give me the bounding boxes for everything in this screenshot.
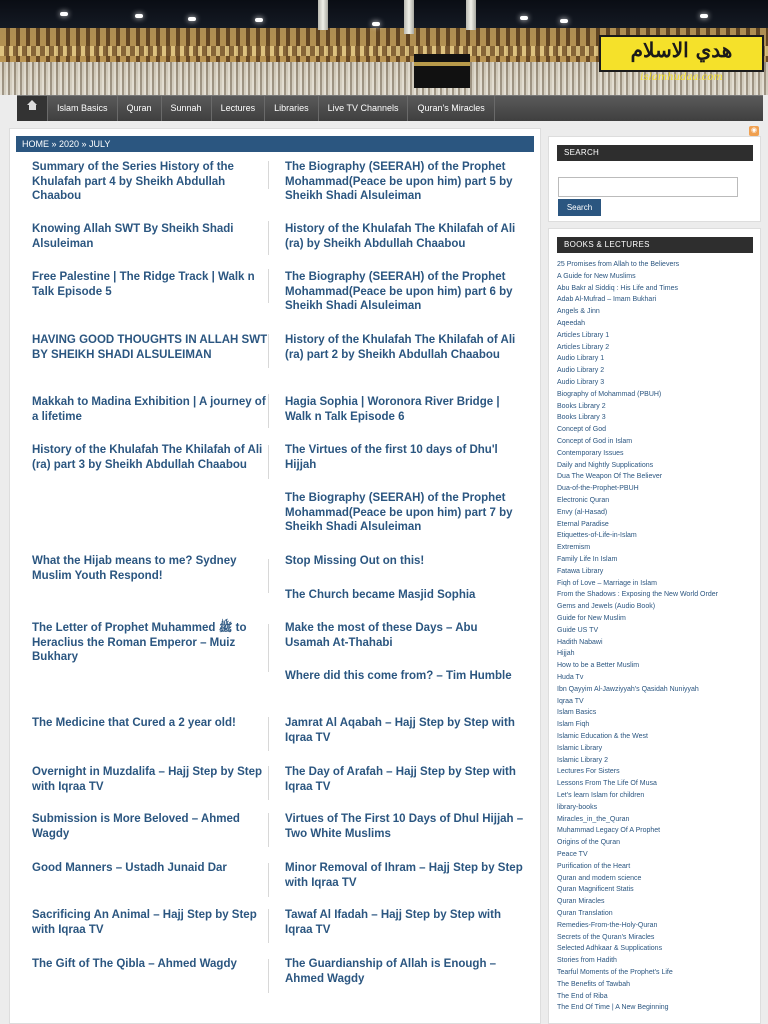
book-link[interactable]: Books Library 2 [557, 402, 606, 410]
book-link[interactable]: Eternal Paradise [557, 520, 609, 528]
book-link[interactable]: Let's learn Islam for children [557, 792, 645, 799]
book-link[interactable]: Extremism [557, 544, 591, 552]
post-link[interactable]: Jamrat Al Aqabah – Hajj Step by Step with Iqraa TV [285, 717, 515, 744]
book-link[interactable]: Quran Translation [557, 910, 613, 917]
nav-qurans-miracles[interactable]: Quran's Miracles [408, 96, 494, 121]
book-link[interactable]: Books Library 3 [557, 414, 606, 422]
post-link[interactable]: Stop Missing Out on this! [285, 555, 425, 567]
nav-live-tv-channels[interactable]: Live TV Channels [319, 96, 409, 121]
book-link[interactable]: Miracles_in_the_Quran [557, 815, 630, 823]
nav-sunnah[interactable]: Sunnah [162, 96, 212, 121]
search-widget [548, 136, 761, 222]
column-divider [268, 161, 269, 189]
floodlight [135, 14, 143, 18]
book-link[interactable]: Angels & Jinn [557, 308, 600, 316]
book-link[interactable]: Dua-of-the-Prophet-PBUH [557, 485, 639, 493]
post-link[interactable]: Overnight in Muzdalifa – Hajj Step by Step with Iqraa TV [32, 766, 263, 793]
search-input[interactable] [558, 177, 738, 197]
book-link[interactable]: Etiquettes-of-Life-in-Islam [557, 532, 637, 540]
post-link[interactable]: The Letter of Prophet Muhammed ﷺ to Heraclius the Roman Emperor – Muiz Bukhary [32, 622, 247, 663]
book-link[interactable]: A Guide for New Muslims [557, 272, 636, 280]
post-link[interactable]: Good Manners – Ustadh Junaid Dar [32, 862, 227, 874]
column-divider [268, 863, 269, 897]
post-link[interactable]: The Virtues of the first 10 days of Dhu'l Hijjah [285, 444, 498, 471]
column-divider [268, 559, 269, 593]
rss-icon[interactable]: ◉ [750, 127, 758, 134]
book-link[interactable]: Envy (al-Hasad) [557, 508, 608, 516]
column-divider [268, 909, 269, 943]
post-link[interactable]: Makkah to Madina Exhibition | A journey of a lifetime [32, 396, 266, 423]
post-link[interactable]: History of the Khulafah The Khilafah of Ali (ra) by Sheikh Abdullah Chaabou [285, 223, 516, 250]
nav-islam-basics[interactable]: Islam Basics [48, 96, 118, 121]
book-link[interactable]: Quran Magnificent Statis [557, 886, 634, 894]
post-link[interactable]: Free Palestine | The Ridge Track | Walk n Talk Episode 5 [32, 271, 255, 298]
book-link[interactable]: Electronic Quran [557, 497, 610, 504]
book-link[interactable]: Muhammad Legacy Of A Prophet [557, 827, 661, 835]
post-link[interactable]: Make the most of these Days – Abu Usamah At-Thahabi [285, 622, 478, 649]
post-link[interactable]: Knowing Allah SWT By Sheikh Shadi Alsuleiman [32, 223, 234, 250]
post-link[interactable]: The Biography (SEERAH) of the Prophet Mohammad(Peace be upon him) part 5 by Sheikh Shadi Alsuleiman [285, 161, 513, 202]
post-link[interactable]: History of the Khulafah The Khilafah of Ali (ra) part 2 by Sheikh Abdullah Chaabou [285, 334, 516, 361]
book-link[interactable]: Adab Al-Mufrad – Imam Bukhari [557, 296, 657, 304]
nav-libraries[interactable]: Libraries [265, 96, 319, 121]
book-link[interactable]: Gems and Jewels (Audio Book) [557, 603, 656, 611]
column-divider [268, 766, 269, 800]
book-link[interactable]: Hadith Nabawi [557, 638, 603, 646]
book-link[interactable]: Biography of Mohammad (PBUH) [557, 390, 662, 398]
post-link[interactable]: Where did this come from? – Tim Humble [285, 670, 512, 682]
book-link[interactable]: Huda Tv [557, 674, 584, 681]
book-link[interactable]: Quran Miracles [557, 898, 605, 906]
post-link[interactable]: Tawaf Al Ifadah – Hajj Step by Step with Iqraa TV [285, 909, 501, 936]
minaret [404, 0, 414, 34]
floodlight [560, 19, 568, 23]
book-link[interactable]: The End of Riba [557, 992, 608, 1000]
post-link[interactable]: Submission is More Beloved – Ahmed Wagdy [32, 813, 240, 840]
post-link[interactable]: Virtues of The First 10 Days of Dhul Hijjah – Two White Muslims [285, 813, 524, 840]
book-link[interactable]: Audio Library 3 [557, 379, 605, 386]
book-link[interactable]: Lectures For Sisters [557, 768, 620, 776]
book-link[interactable]: Articles Library 2 [557, 343, 610, 351]
book-link[interactable]: Ibn Qayyim Al-Jawziyyah's Qasidah Nuniyyah [557, 685, 699, 693]
book-link[interactable]: Concept of God in Islam [557, 438, 633, 445]
book-link[interactable]: Audio Library 1 [557, 355, 605, 363]
search-widget-title: SEARCH [557, 145, 753, 161]
main-content [9, 128, 541, 1024]
header-banner [0, 0, 768, 95]
post-link[interactable]: The Church became Masjid Sophia [285, 589, 476, 601]
column-divider [268, 959, 269, 993]
book-link[interactable]: Abu Bakr al Siddiq : His Life and Times [557, 284, 679, 292]
book-link[interactable]: Concept of God [557, 426, 607, 434]
nav-quran[interactable]: Quran [118, 96, 162, 121]
book-link[interactable]: Secrets of the Quran's Miracles [557, 933, 655, 941]
book-link[interactable]: Islamic Education & the West [557, 733, 648, 740]
book-link[interactable]: 25 Promises from Allah to the Believers [557, 261, 680, 268]
post-link[interactable]: History of the Khulafah The Khilafah of Ali (ra) part 3 by Sheikh Abdullah Chaabou [32, 444, 263, 471]
book-link[interactable]: Islam Fiqh [557, 721, 590, 729]
post-link[interactable]: Summary of the Series History of the Khulafah part 4 by Sheikh Abdullah Chaabou [32, 161, 234, 202]
floodlight [520, 16, 528, 20]
minaret [466, 0, 476, 30]
book-link[interactable]: library-books [557, 803, 598, 811]
logo-arabic-text: هدي الاسلام [630, 38, 733, 62]
post-link[interactable]: The Biography (SEERAH) of the Prophet Mohammad(Peace be upon him) part 6 by Sheikh Shadi Alsuleiman [285, 271, 513, 312]
books-lectures-widget [548, 228, 761, 1024]
floodlight [60, 12, 68, 16]
books-lectures-title: BOOKS & LECTURES [557, 237, 753, 253]
post-link[interactable]: The Guardianship of Allah is Enough – Ahmed Wagdy [285, 958, 497, 985]
column-divider [268, 445, 269, 479]
book-link[interactable]: Islamic Library 2 [557, 756, 608, 764]
nav-home-button[interactable] [17, 96, 48, 121]
breadcrumb[interactable]: HOME » 2020 » JULY [16, 136, 534, 152]
post-link[interactable]: The Day of Arafah – Hajj Step by Step with Iqraa TV [285, 766, 516, 793]
floodlight [255, 18, 263, 22]
book-link[interactable]: Family Life In Islam [557, 556, 618, 563]
post-link[interactable]: HAVING GOOD THOUGHTS IN ALLAH SWT BY SHEIKH SHADI ALSULEIMAN [32, 334, 268, 361]
book-link[interactable]: Fiqh of Love – Marriage in Islam [557, 579, 657, 587]
book-link[interactable]: Quran and modern science [557, 874, 642, 882]
book-link[interactable]: Tearful Moments of the Prophet's Life [557, 969, 673, 976]
book-link[interactable]: Remedies-From-the-Holy-Quran [557, 921, 658, 929]
book-link[interactable]: Guide for New Muslim [557, 615, 626, 622]
post-link[interactable]: The Gift of The Qibla – Ahmed Wagdy [32, 958, 237, 970]
kaaba-image [414, 54, 470, 88]
book-link[interactable]: How to be a Better Muslim [557, 662, 640, 670]
book-link[interactable]: Origins of the Quran [557, 839, 621, 847]
home-icon [28, 104, 37, 113]
minaret [318, 0, 328, 30]
book-link[interactable]: Selected Adhkaar & Supplications [557, 945, 663, 953]
book-link[interactable]: Daily and Nightly Supplications [557, 461, 654, 469]
site-logo[interactable] [599, 35, 764, 72]
floodlight [700, 14, 708, 18]
column-divider [268, 394, 269, 428]
post-link[interactable]: The Biography (SEERAH) of the Prophet Mohammad(Peace be upon him) part 7 by Sheikh Shadi Alsuleiman [285, 492, 513, 533]
search-button[interactable]: Search [558, 199, 601, 216]
book-link[interactable]: The Benefits of Tawbah [557, 980, 631, 988]
column-divider [268, 624, 269, 672]
main-nav [17, 95, 763, 121]
nav-lectures[interactable]: Lectures [212, 96, 266, 121]
post-link[interactable]: The Medicine that Cured a 2 year old! [32, 717, 236, 729]
floodlight [372, 22, 380, 26]
book-link[interactable]: Contemporary Issues [557, 449, 624, 457]
book-link[interactable]: Islam Basics [557, 709, 597, 717]
book-link[interactable]: Fatawa Library [557, 567, 604, 575]
book-link[interactable]: Audio Library 2 [557, 367, 605, 375]
book-link[interactable]: Stories from Hadith [557, 957, 617, 965]
column-divider [268, 334, 269, 368]
logo-domain: islamhudaa.com [640, 72, 723, 83]
book-link[interactable]: Peace TV [557, 851, 588, 858]
book-link[interactable]: Iqraa TV [557, 697, 584, 705]
post-link[interactable]: Minor Removal of Ihram – Hajj Step by Step with Iqraa TV [285, 862, 523, 889]
column-divider [268, 813, 269, 847]
book-link[interactable]: Aqeedah [557, 320, 586, 327]
book-link[interactable]: The End Of Time | A New Beginning [557, 1004, 669, 1012]
book-link[interactable]: Islamic Library [557, 744, 603, 752]
book-link[interactable]: From the Shadows : Exposing the New World Order [557, 591, 718, 599]
column-divider [268, 221, 269, 255]
floodlight [188, 17, 196, 21]
book-link[interactable]: Lessons From The Life Of Musa [557, 780, 657, 788]
post-link[interactable]: Sacrificing An Animal – Hajj Step by Step with Iqraa TV [32, 909, 257, 936]
post-link[interactable]: What the Hijab means to me? Sydney Muslim Youth Respond! [32, 555, 237, 582]
post-link[interactable]: Hagia Sophia | Woronora River Bridge | Walk n Talk Episode 6 [285, 396, 500, 423]
column-divider [268, 717, 269, 751]
book-link[interactable]: Guide US TV [557, 626, 599, 634]
book-link[interactable]: Hijjah [557, 650, 575, 658]
column-divider [268, 269, 269, 303]
book-link[interactable]: Purification of the Heart [557, 862, 631, 870]
book-link[interactable]: Articles Library 1 [557, 331, 610, 339]
book-link[interactable]: Dua The Weapon Of The Believer [557, 473, 663, 481]
